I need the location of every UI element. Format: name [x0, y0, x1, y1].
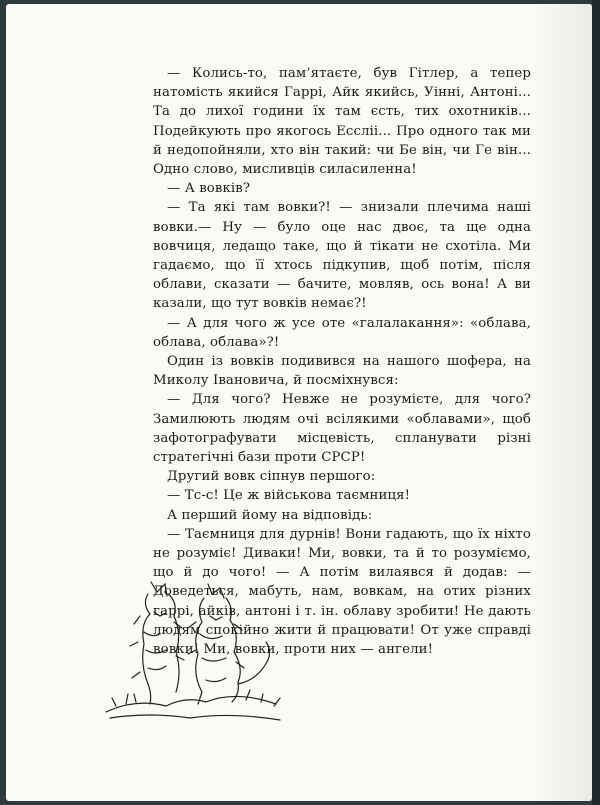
paragraph: — Таємниця для дурнів! Вони гадають, що їх ніхто не розуміє! Диваки! Ми, вовки, та й то розуміємо, що й до чого! — А потім вилаявся й додав: — Доведеться, мабуть, нам, вовкам, на отих різних гаррі, айків, антоні і т. ін. облаву зробити! Не дають людям спокійно жити й працювати! От уже справді вовки! Ми, вовки, проти них — ангели!: [153, 526, 531, 658]
paragraph: — Тс-с! Це ж військова таємниця!: [167, 488, 411, 504]
page-text: [153, 64, 531, 659]
paragraph: — Для чого? Невже не розумієте, для чого? Замилюють людям очі всілякими «облавами», щоб зафотографувати місцевість, спланувати різні стратегічні бази проти СРСР!: [153, 392, 531, 466]
two-wolves-illustration: [96, 572, 296, 722]
paragraph: А перший йому на відповідь:: [167, 507, 373, 523]
paragraph: — А вовків?: [167, 181, 251, 197]
paragraph: Другий вовк сіпнув першого:: [167, 469, 376, 485]
paragraph: Один із вовків подивився на нашого шофера, на Миколу Івановича, й посміхнувся:: [153, 354, 531, 389]
book-page: [6, 4, 592, 801]
page-edge-shadow: [592, 0, 600, 805]
paragraph: — Та які там вовки?! — знизали плечима наші вовки.— Ну — було оце нас двоє, та ще одна вовчиця, ледащо таке, що й тікати не схотіла. Ми гадаємо, що її хтось підкупив, щоб потім, після облави, сказати — бачите, мовляв, ось вона! А ви казали, що тут вовків немає?!: [153, 200, 531, 312]
paragraph: — А для чого ж усе оте «галалакання»: «облава, облава, облава»?!: [153, 315, 531, 350]
paragraph: — Колись-то, пам’ятаєте, був Гітлер, а тепер натомість якийся Гаррі, Айк якийсь, Уінні, Антоні... Та до лихої години їх там єсть, тих охотників... Подейкують про якогось Ессліі... Про одного так ми й недопойняли, хто він такий: чи Бе він, чи Ге він... Одно слово, мисливців силасиленна!: [153, 66, 531, 178]
